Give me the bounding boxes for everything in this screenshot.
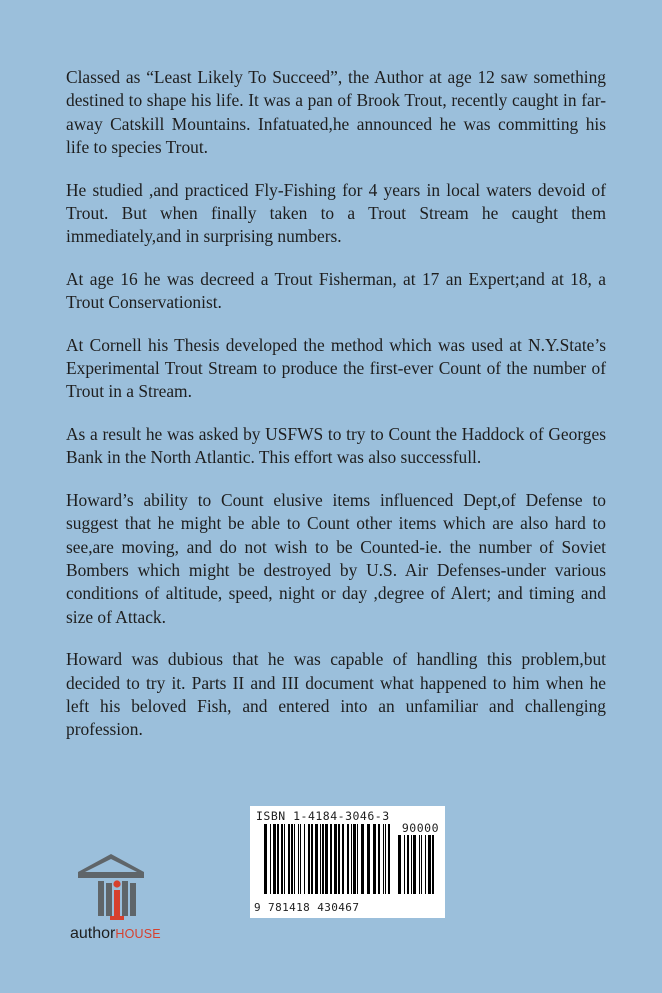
paragraph-3: At age 16 he was decreed a Trout Fisherman, at 17 an Expert;and at 18, a Trout Conservationist. <box>66 268 606 313</box>
paragraph-2: He studied ,and practiced Fly-Fishing for 4 years in local waters devoid of Trout. But when finally taken to a Trout Stream he caught them immediately,and in surprising numbers. <box>66 179 606 247</box>
publisher-name <box>70 925 161 943</box>
price-code: 90000 <box>401 821 439 835</box>
paragraph-7: Howard was dubious that he was capable of handling this problem,but decided to try it. Parts II and III document what happened to him when he left his beloved Fish, and entered into an unfamiliar and challenging profession. <box>66 649 606 740</box>
addon-bars <box>398 835 436 894</box>
isbn-barcode <box>250 806 445 918</box>
paragraph-4: At Cornell his Thesis developed the method which was used at N.Y.State’s Experimental Trout Stream to produce the first-ever Count of the number of Trout in a Stream. <box>66 334 606 402</box>
ean-digits: 9 781418 430467 <box>254 901 360 914</box>
paragraph-5: As a result he was asked by USFWS to try to Count the Haddock of Georges Bank in the North Atlantic. This effort was also successfull. <box>66 423 606 468</box>
paragraph-6: Howard’s ability to Count elusive items influenced Dept,of Defense to suggest that he might be able to Count other items which are also hard to see,are moving, and do not wish to be Counted-ie. the number of Soviet Bombers which might be destroyed by U.S. Air Defenses-under various conditions of altitude, speed, night or day ,degree of Alert; and timing and size of Attack. <box>66 489 606 627</box>
publisher-name-part1: author <box>70 925 116 942</box>
back-cover-text <box>66 66 606 761</box>
publisher-name-part2: HOUSE <box>115 927 161 941</box>
paragraph-1: Classed as “Least Likely To Succeed”, the Author at age 12 saw something destined to shape his life. It was a pan of Brook Trout, recently caught in far-away Catskill Mountains. Infatuated,he announced he was committing his life to species Trout. <box>66 67 606 158</box>
ean-bars <box>264 824 394 894</box>
isbn-label: ISBN 1-4184-3046-3 <box>256 809 390 823</box>
